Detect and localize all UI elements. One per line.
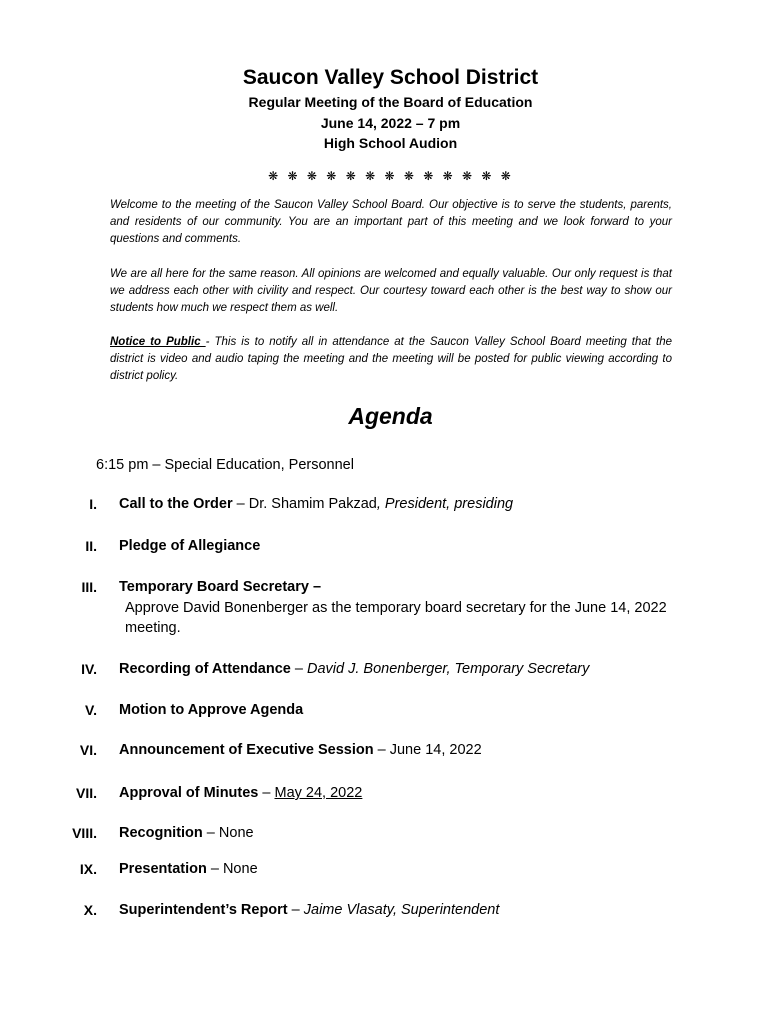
minutes-date-link[interactable]: May 24, 2022 <box>274 785 363 801</box>
document-header <box>0 64 770 154</box>
agenda-item-numeral: IV. <box>81 661 97 677</box>
agenda-heading: Agenda <box>348 403 433 429</box>
agenda-item-title: Approval of Minutes <box>119 785 259 801</box>
notice-text: - This is to notify all in attendance at the Saucon Valley School Board meeting that the district is video and audio taping the meeting and the meeting will be posted for public viewing according to district policy. <box>110 336 672 382</box>
pre-meeting-session: 6:15 pm – Special Education, Personnel <box>96 457 354 473</box>
agenda-item-presider: – Dr. Shamim Pakzad <box>232 496 377 512</box>
agenda-item-value: – None <box>206 861 258 877</box>
agenda-item-numeral: VIII. <box>72 825 97 841</box>
agenda-item-numeral: V. <box>85 702 97 718</box>
agenda-item-title: Recording of Attendance <box>119 661 291 677</box>
agenda-item-separator: – <box>258 785 275 801</box>
agenda-item-title: Pledge of Allegiance <box>119 538 261 554</box>
agenda-item-numeral: III. <box>81 579 97 595</box>
agenda-item-title: Recognition <box>119 825 203 841</box>
agenda-item-title: Presentation <box>119 861 207 877</box>
welcome-paragraph: Welcome to the meeting of the Saucon Valley School Board. Our objective is to serve the students, parents, and residents of our community. You are an important part of this meeting and we look forward to your questions and comments. <box>110 199 672 245</box>
agenda-item-title: Temporary Board Secretary – <box>119 579 322 595</box>
agenda-item-separator: – <box>287 902 304 918</box>
notice-label: Notice to Public <box>110 336 206 348</box>
agenda-item-separator: – <box>290 661 307 677</box>
meeting-date-time: June 14, 2022 – 7 pm <box>320 114 461 131</box>
agenda-item-person: David J. Bonenberger, Temporary Secretary <box>307 661 590 677</box>
agenda-item-numeral: VI. <box>79 742 97 758</box>
district-title: Saucon Valley School District <box>242 66 539 89</box>
civility-paragraph: We are all here for the same reason. All opinions are welcomed and equally valuable. Our only request is that we address each other with civility and respect. Our courtesy toward each other is the best way to show our students how much we respect them as well. <box>110 268 672 314</box>
agenda-item-date: – June 14, 2022 <box>373 742 482 758</box>
agenda-item-role: , President, presiding <box>376 496 514 512</box>
agenda-item-value: – None <box>202 825 254 841</box>
ornamental-divider: ❋ ❋ ❋ ❋ ❋ ❋ ❋ ❋ ❋ ❋ ❋ ❋ ❋ <box>268 169 514 183</box>
agenda-item-title: Call to the Order <box>119 496 233 512</box>
agenda-item-person: Jaime Vlasaty, Superintendent <box>303 902 500 918</box>
notice-paragraph <box>110 334 672 385</box>
agenda-item-numeral: I. <box>89 496 97 512</box>
agenda-item-title: Motion to Approve Agenda <box>119 702 304 718</box>
agenda-item-detail: Approve David Bonenberger as the temporary board secretary for the June 14, 2022 meeting. <box>125 599 667 636</box>
meeting-location: High School Audion <box>323 135 458 151</box>
agenda-item-numeral: X. <box>83 902 97 918</box>
agenda-item-numeral: VII. <box>75 785 97 801</box>
meeting-name: Regular Meeting of the Board of Education <box>248 94 533 110</box>
agenda-item-title: Announcement of Executive Session <box>119 742 374 758</box>
agenda-item-numeral: IX. <box>79 861 97 877</box>
agenda-item-title: Superintendent’s Report <box>119 902 288 918</box>
agenda-item-numeral: II. <box>85 538 97 554</box>
